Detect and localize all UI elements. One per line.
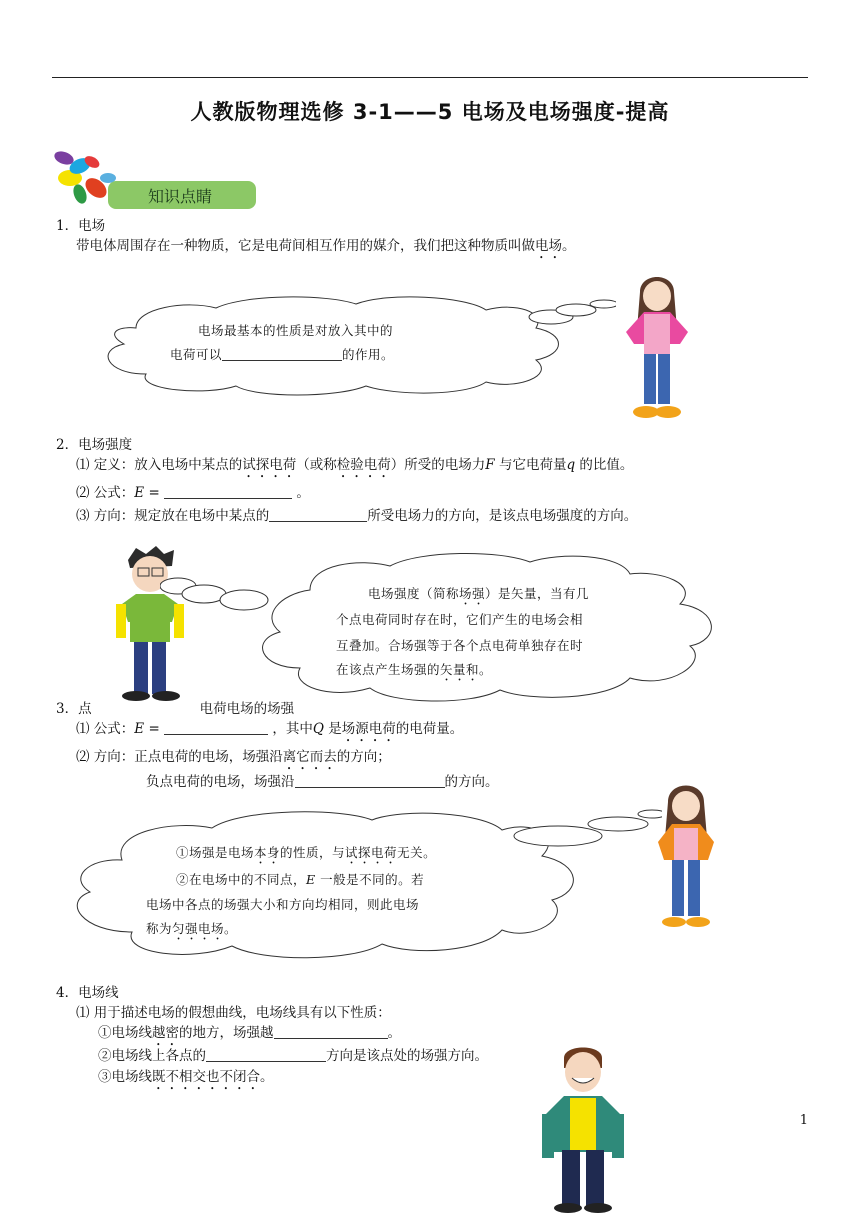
section4-property-1: ①电场线越密的地方，场强越 。 xyxy=(98,1025,401,1041)
section3-formula: ⑴ 公式：E = ，其中Q 是场源电荷的电荷量。 xyxy=(76,721,464,737)
cloud3-line1: ①场强是电场本身的性质，与试探电荷无关。 xyxy=(176,845,437,860)
section2-direction: ⑶ 方向：规定放在电场中某点的 所受电场力的方向，是该点电场强度的方向。 xyxy=(76,508,638,524)
section4-intro: ⑴ 用于描述电场的假想曲线，电场线具有以下性质： xyxy=(76,1005,391,1021)
tangent-blank xyxy=(206,1048,326,1062)
girl-orange-icon xyxy=(654,780,718,932)
section2-formula: ⑵ 公式：E = 。 xyxy=(76,485,310,501)
girl-pink-icon xyxy=(622,272,692,424)
direction-blank xyxy=(269,508,367,522)
cloud2-line3: 互叠加。合场强等于各个点电荷单独存在时 xyxy=(336,638,584,653)
cloud3-line2: ②在电场中的不同点，E 一般是不同的。若 xyxy=(176,872,425,887)
section2-heading: 2．电场强度 xyxy=(56,437,133,453)
formula-blank-2 xyxy=(164,721,268,735)
badge-label: 知识点睛 xyxy=(148,187,213,206)
section3-heading: 3．点 电荷电场的场强 xyxy=(56,701,295,717)
density-blank xyxy=(274,1025,388,1039)
cloud1-blank xyxy=(222,347,342,361)
page-number: 1 xyxy=(799,1113,808,1128)
man-green-jacket-icon xyxy=(540,1044,626,1214)
cloud2-line4: 在该点产生场强的矢量和。 xyxy=(336,662,493,677)
cloud3-line4: 称为匀强电场。 xyxy=(146,921,238,936)
header-rule xyxy=(52,77,808,78)
section4-property-3: ③电场线既不相交也不闭合。 xyxy=(98,1069,274,1085)
formula-blank-1 xyxy=(164,485,292,499)
page-title: 人教版物理选修 3-1——5 电场及电场强度-提高 xyxy=(190,100,670,124)
negative-direction-blank xyxy=(295,774,445,788)
section4-heading: 4．电场线 xyxy=(56,985,119,1001)
section1-text: 带电体周围存在一种物质，它是电荷间相互作用的媒介，我们把这种物质叫做电场。 xyxy=(76,238,576,254)
petal-logo-icon xyxy=(53,149,116,206)
cloud2-line2: 个点电荷同时存在时，它们产生的电场会相 xyxy=(336,612,584,627)
section3-direction: ⑵ 方向：正点电荷的电场，场强沿离它而去的方向； xyxy=(76,749,391,765)
cloud2-line1: 电场强度（简称场强）是矢量，当有几 xyxy=(368,586,590,601)
cloud3-line3: 电场中各点的场强大小和方向均相同，则此电场 xyxy=(146,897,420,912)
cloud1-line2: 电荷可以 的作用。 xyxy=(170,347,395,362)
section1-heading: 1．电场 xyxy=(56,218,106,234)
section3-negative: 负点电荷的电场，场强沿 的方向。 xyxy=(146,774,499,790)
cloud1-line1: 电场最基本的性质是对放入其中的 xyxy=(198,323,394,338)
section2-definition: ⑴ 定义：放入电场中某点的试探电荷（或称检验电荷）所受的电场力F 与它电荷量q 的比值。 xyxy=(76,457,634,473)
section4-property-2: ②电场线上各点的 方向是该点处的场强方向。 xyxy=(98,1048,488,1064)
